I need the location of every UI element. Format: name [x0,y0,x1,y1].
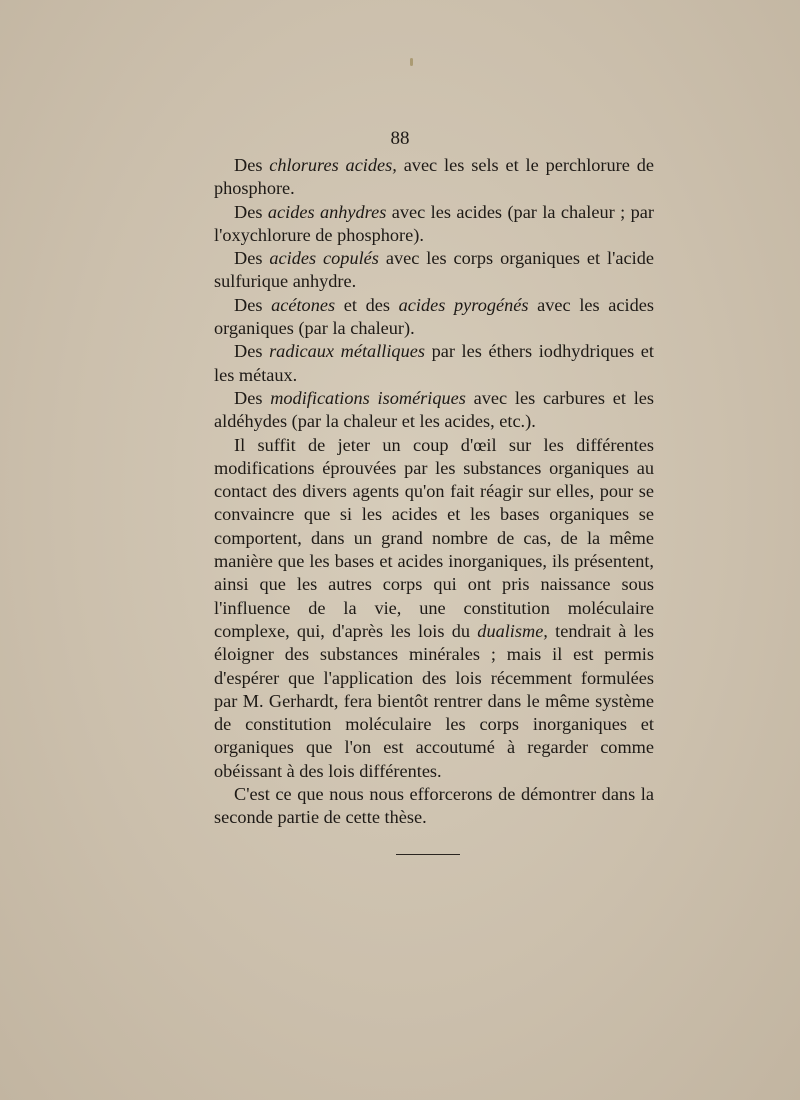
text-run: avec les carbures et les aldéhydes (par la chaleur et les acides, etc.). [214,387,654,432]
italic-term: radicaux métalliques [269,341,425,362]
text-run: Des [234,155,270,175]
text-run: avec les acides organiques (par la chaleur). [214,294,654,339]
paragraph [214,154,654,201]
paragraph [214,340,654,387]
paragraph [214,434,654,783]
body-text [214,154,654,830]
text-run: Des [234,201,268,222]
text-run: avec les sels et le perchlorure de phosphore. [214,155,654,199]
paragraph [214,783,654,830]
text-run: C'est ce que nous nous efforcerons de démontrer dans la seconde partie de cette thèse. [214,784,654,828]
italic-term: acides copulés [269,248,379,269]
text-run: Il suffit de jeter un coup d'œil sur les différentes modifications éprouvées par les substances organiques au contact des divers agents qu'on fait réagir sur elles, pour se convaincre que si les acides et les bases organiques se comportent, dans un grand nombre de cas, de la même manière que les bases et acides inorganiques, ils présentent, ainsi que les autres corps qui ont pris naissance sous l'influence de la vie, une constitution moléculaire complexe, qui, d'après les lois du [214,434,654,641]
text-run: Des [234,248,270,269]
italic-term: modifications isomériques [270,387,466,408]
text-run: tendrait à les éloigner des substances minérales ; mais il est permis d'espérer que l'application des lois récemment formulées par M. Gerhardt, fera bientôt rentrer dans le même système de constitution moléculaire les corps inorganiques et organiques que l'on est accoutumé à regarder comme obéissant à des lois différentes. [214,620,655,781]
text-run: avec les acides (par la chaleur ; par l'oxychlorure de phosphore). [214,201,654,245]
paragraph [214,247,654,294]
text-run: Des [234,387,271,408]
paragraph [214,294,654,341]
paragraph [214,387,654,434]
italic-term: dualisme, [477,620,548,641]
page-number: 88 [390,128,410,149]
italic-term: acides anhydres [267,201,387,222]
section-rule [396,854,460,855]
italic-term: acides pyrogénés [398,294,529,315]
text-run: et des [335,294,399,315]
text-run: Des [234,294,272,315]
italic-term: acétones [271,294,336,315]
paragraph [214,201,654,248]
text-run: avec les corps organiques et l'acide sulfurique anhydre. [214,248,654,292]
text-run: Des [234,341,270,362]
italic-term: chlorures acides, [269,155,397,175]
text-run: par les éthers iodhydriques et les métaux. [214,341,654,385]
paper-speck [410,58,413,66]
